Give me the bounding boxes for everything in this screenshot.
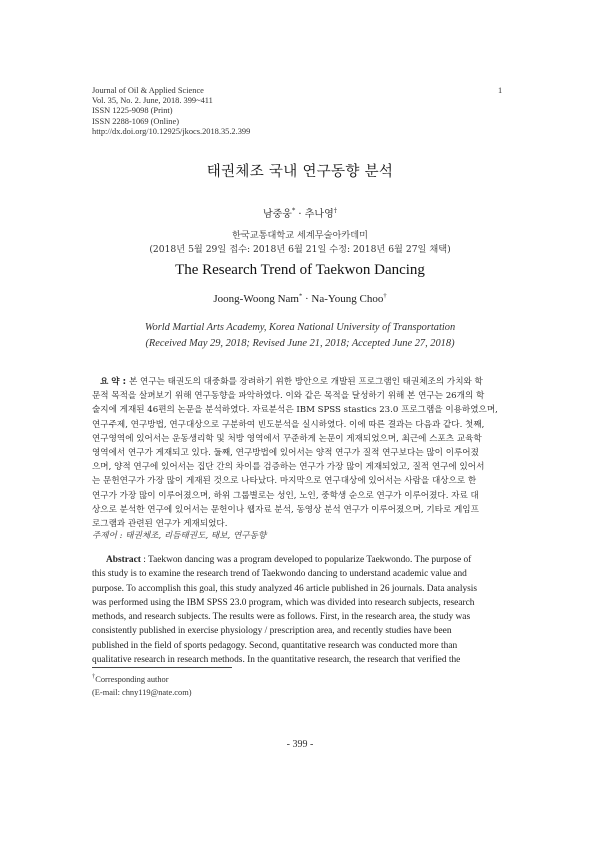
author-2-en-mark: † [383, 292, 387, 300]
journal-volume: Vol. 35, No. 2. June, 2018. 399~411 [92, 96, 213, 106]
footnote [92, 674, 192, 699]
title-korean: 태권체조 국내 연구동향 분석 [206, 164, 394, 180]
title-english: The Research Trend of Taekwon Dancing [175, 262, 425, 278]
abstract-ko-line: 술지에 게재된 46편의 논문을 분석하였다. 자료분석은 IBM SPSS stastics 23.0 프로그램을 이용하였으며, [92, 405, 498, 416]
abstract-en-line: qualitative research in research methods. In the quantitative research, the research that verified the [92, 655, 461, 666]
author-1-en-mark: * [298, 292, 303, 300]
corresponding-email: (E-mail: chny119@nate.com) [92, 687, 192, 697]
author-separator-en: · [302, 293, 312, 305]
footnote-mark: † [92, 673, 96, 681]
abstract-english [92, 553, 508, 667]
author-1-ko-mark: * [291, 206, 296, 215]
dates-english: (Received May 29, 2018; Revised June 21, 2018; Accepted June 27, 2018) [145, 338, 455, 349]
abstract-ko-line: 는 문헌연구가 가장 많이 게재된 것으로 나타났다. 마지막으로 연구대상에 있어서는 사람을 대상으로 한 [92, 476, 477, 487]
abstract-ko-line: 상으로 분석한 연구에 있어서는 문헌이나 웹자료 분석, 동영상 분석 연구가 이루어졌으며, 기타로 게임프 [92, 504, 479, 515]
abstract-en-line: methods, and research subjects. The results were as follows. First, in the research area, the study was [92, 612, 471, 623]
affiliation-english-block [0, 320, 600, 352]
header-page-number: 1 [498, 86, 503, 95]
affiliation-korean: 한국교통대학교 세계무술아카데미 [231, 230, 369, 241]
abstract-ko-line: 연구가 가장 많이 이루어졌으며, 하위 그룹별로는 성인, 노인, 중학생 순으로 연구가 이루어졌다. 자료 대 [92, 490, 479, 501]
abstract-ko-line: 연구영역에 있어서는 운동생리학 및 처방 영역에서 꾸준하게 논문이 게재되었으며, 최근에 스포츠 교육학 [92, 433, 482, 444]
abstract-ko-line: 영역에서 연구가 게재되고 있다. 둘째, 연구방법에 있어서는 양적 연구가 질적 연구보다는 많이 이루어졌 [92, 448, 479, 459]
author-1-ko: 남중웅 [262, 209, 292, 220]
abstract-en-line: consistently published in exercise physiology / prescription area, and recently studies have been [92, 626, 452, 637]
abstract-ko-line: 요 약 : 본 연구는 태권도의 대중화를 장려하기 위한 방안으로 개발된 프로그램인 태권체조의 가치와 학 [100, 377, 483, 387]
journal-name: Journal of Oil & Applied Science [92, 86, 204, 95]
affiliation-english: World Martial Arts Academy, Korea National University of Transportation [144, 322, 456, 333]
abstract-ko-line: 으며, 양적 연구에 있어서는 집단 간의 차이를 검증하는 연구가 가장 많이 게재되었고, 질적 연구에 있어서 [92, 462, 485, 473]
abstract-ko-line: 연구주제, 연구방법, 연구대상으로 구분하여 빈도분석을 실시하였다. 이에 따른 결과는 다음과 같다. 첫째, [92, 419, 485, 430]
journal-header [92, 86, 250, 137]
abstract-en-line: Abstract : Taekwon dancing was a program developed to popularize Taekwondo. The purpose of [106, 555, 472, 565]
issn-online: ISSN 2288-1069 (Online) [92, 116, 180, 126]
abstract-ko-line: 문적 목적을 살펴보기 위해 연구동향을 파악하였다. 이와 같은 목적을 달성하기 위해 본 연구는 26개의 학 [92, 391, 485, 402]
authors-english [0, 293, 600, 305]
doi-link[interactable]: http://dx.doi.org/10.12925/jkocs.2018.35.2.399 [92, 126, 251, 136]
abstract-ko-label: 요 약 : [100, 377, 130, 387]
issn-print: ISSN 1225-9098 (Print) [92, 106, 173, 116]
abstract-en-label: Abstract [106, 555, 141, 565]
keywords-korean: 주제어 : 태권체조, 리듬태권도, 태보, 연구동향 [92, 531, 267, 541]
author-2-ko: 추나영 [304, 209, 334, 220]
author-2-en: Na-Young Choo [311, 293, 384, 305]
corresponding-author-note: †Corresponding author [92, 673, 169, 684]
author-2-ko-mark: † [333, 206, 337, 215]
abstract-en-line: was performed using the IBM SPSS 23.0 program, which was divided into research subjects, research [92, 597, 475, 608]
author-separator-ko: · [295, 209, 305, 220]
abstract-ko-line: 로그램과 관련된 연구가 게재되었다. [92, 519, 228, 530]
abstract-en-line: this study is to examine the research trend of Taekwondo dancing to understand academic value and [92, 569, 467, 580]
abstract-korean [92, 375, 508, 531]
footnote-divider [92, 667, 232, 668]
abstract-en-line: published in the field of sports pedagogy. Second, quantitative research was conducted more than [92, 640, 458, 651]
author-1-en: Joong-Woong Nam [213, 293, 299, 305]
page-number-footer: - 399 - [286, 739, 314, 750]
abstract-en-line: purpose. To accomplish this goal, this study analyzed 46 article published in 26 journals. Data analysis [92, 583, 478, 594]
authors-korean [0, 205, 600, 220]
dates-korean: (2018년 5월 29일 접수: 2018년 6월 21일 수정: 2018년 6월 27일 채택) [149, 244, 451, 255]
